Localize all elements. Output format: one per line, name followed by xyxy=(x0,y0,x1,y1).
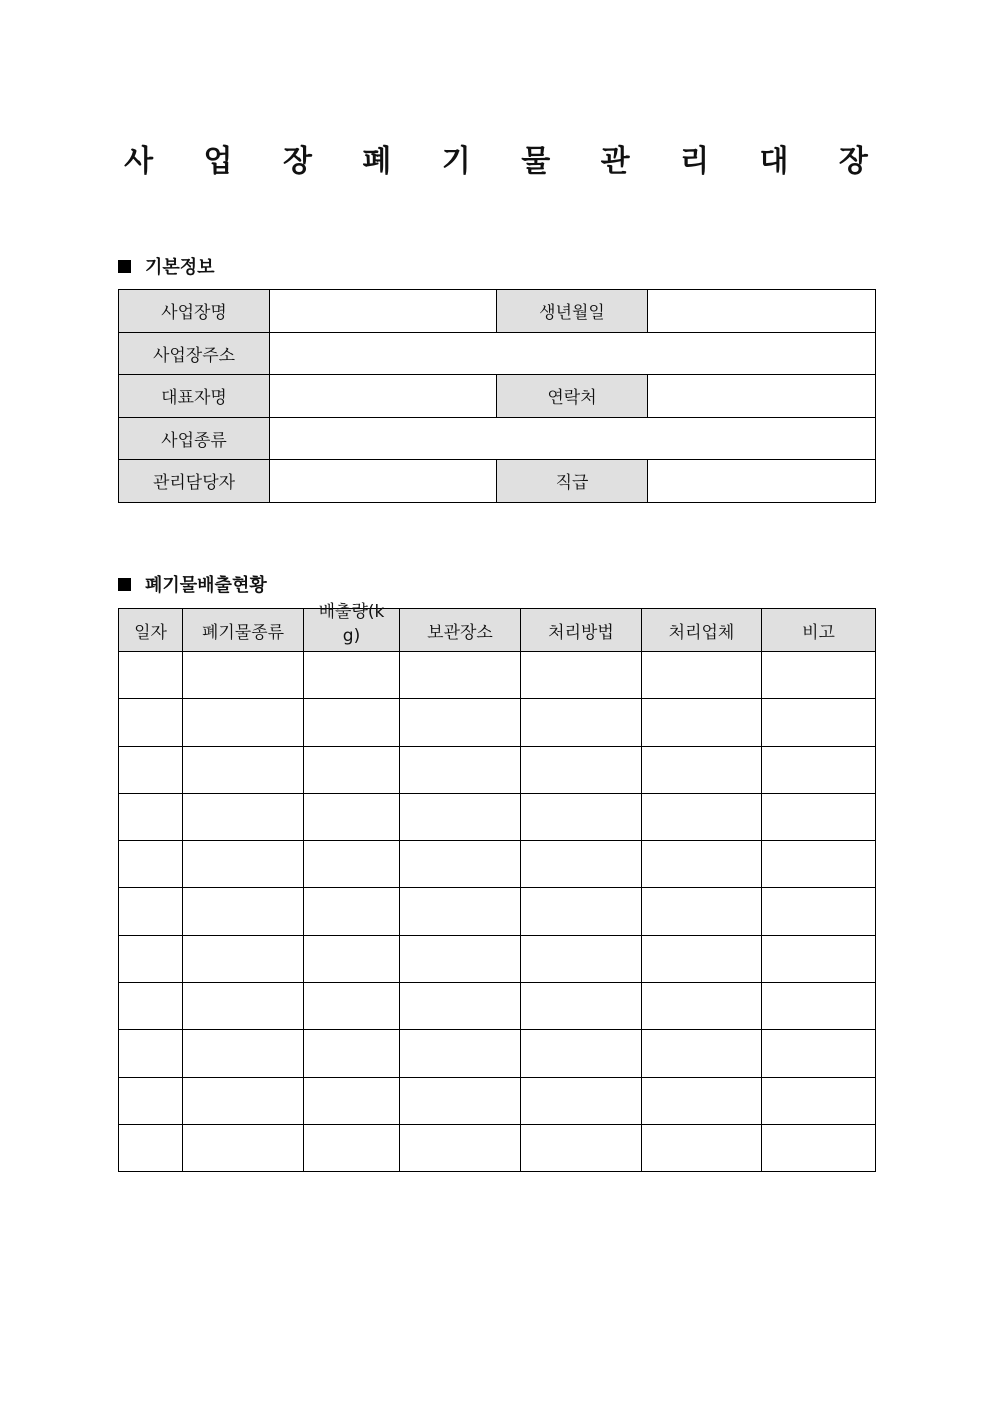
table-cell[interactable] xyxy=(119,1124,183,1171)
table-cell[interactable] xyxy=(521,1030,642,1077)
table-row xyxy=(119,841,876,888)
business-name-label: 사업장명 xyxy=(119,290,270,333)
table-row xyxy=(119,417,876,460)
square-bullet-icon xyxy=(118,260,131,273)
table-row xyxy=(119,375,876,418)
birth-date-label: 생년월일 xyxy=(497,290,648,333)
table-row xyxy=(119,290,876,333)
table-row xyxy=(119,1124,876,1171)
table-cell[interactable] xyxy=(183,888,304,935)
table-cell[interactable] xyxy=(400,935,521,982)
section-heading-waste-status xyxy=(118,571,267,597)
table-cell[interactable] xyxy=(762,1077,876,1124)
manager-label: 관리담당자 xyxy=(119,460,270,503)
table-cell[interactable] xyxy=(183,699,304,746)
table-row xyxy=(119,793,876,840)
table-cell[interactable] xyxy=(304,983,400,1030)
column-header-waste-type: 폐기물종류 xyxy=(183,609,304,652)
table-cell[interactable] xyxy=(304,652,400,699)
table-cell[interactable] xyxy=(521,1077,642,1124)
table-cell[interactable] xyxy=(304,1030,400,1077)
table-cell[interactable] xyxy=(183,841,304,888)
table-cell[interactable] xyxy=(400,841,521,888)
table-row xyxy=(119,1030,876,1077)
square-bullet-icon xyxy=(118,578,131,591)
table-cell[interactable] xyxy=(642,935,762,982)
table-cell[interactable] xyxy=(119,888,183,935)
page-title: 사 업 장 폐 기 물 관 리 대 장 xyxy=(124,144,888,179)
table-cell[interactable] xyxy=(762,841,876,888)
table-cell[interactable] xyxy=(521,983,642,1030)
table-cell[interactable] xyxy=(119,652,183,699)
column-header-storage-location: 보관장소 xyxy=(400,609,521,652)
table-cell[interactable] xyxy=(304,841,400,888)
table-cell[interactable] xyxy=(642,1077,762,1124)
table-cell[interactable] xyxy=(304,888,400,935)
table-cell[interactable] xyxy=(183,983,304,1030)
table-cell[interactable] xyxy=(304,935,400,982)
business-type-field[interactable] xyxy=(270,417,876,460)
waste-status-table xyxy=(118,602,876,1172)
table-cell[interactable] xyxy=(119,935,183,982)
table-cell[interactable] xyxy=(119,746,183,793)
birth-date-field[interactable] xyxy=(648,290,876,333)
table-cell[interactable] xyxy=(762,888,876,935)
table-cell[interactable] xyxy=(642,652,762,699)
table-cell[interactable] xyxy=(762,983,876,1030)
section-heading-label: 기본정보 xyxy=(145,257,215,278)
representative-label: 대표자명 xyxy=(119,375,270,418)
table-cell[interactable] xyxy=(521,935,642,982)
basic-info-table xyxy=(118,289,876,503)
table-row xyxy=(119,888,876,935)
column-header-disposal-company: 처리업체 xyxy=(642,609,762,652)
table-cell[interactable] xyxy=(762,1030,876,1077)
table-cell[interactable] xyxy=(119,1030,183,1077)
table-cell[interactable] xyxy=(183,1030,304,1077)
table-cell[interactable] xyxy=(400,888,521,935)
table-row xyxy=(119,1077,876,1124)
table-cell[interactable] xyxy=(642,746,762,793)
table-cell[interactable] xyxy=(521,746,642,793)
table-cell[interactable] xyxy=(521,1124,642,1171)
table-cell[interactable] xyxy=(119,983,183,1030)
column-header-remarks: 비고 xyxy=(762,609,876,652)
table-cell[interactable] xyxy=(642,983,762,1030)
position-field[interactable] xyxy=(648,460,876,503)
table-cell[interactable] xyxy=(762,793,876,840)
table-row xyxy=(119,935,876,982)
table-cell[interactable] xyxy=(521,652,642,699)
table-cell[interactable] xyxy=(762,1124,876,1171)
table-cell[interactable] xyxy=(521,699,642,746)
table-cell[interactable] xyxy=(642,699,762,746)
table-cell[interactable] xyxy=(521,793,642,840)
contact-field[interactable] xyxy=(648,375,876,418)
table-cell[interactable] xyxy=(762,935,876,982)
table-row xyxy=(119,332,876,375)
business-name-field[interactable] xyxy=(270,290,497,333)
table-cell[interactable] xyxy=(642,1124,762,1171)
column-header-date: 일자 xyxy=(119,609,183,652)
table-row xyxy=(119,699,876,746)
table-cell[interactable] xyxy=(183,746,304,793)
table-cell[interactable] xyxy=(521,841,642,888)
table-row xyxy=(119,652,876,699)
table-cell[interactable] xyxy=(119,699,183,746)
table-cell[interactable] xyxy=(642,888,762,935)
table-cell[interactable] xyxy=(304,1077,400,1124)
contact-label: 연락처 xyxy=(497,375,648,418)
table-cell[interactable] xyxy=(642,1030,762,1077)
representative-field[interactable] xyxy=(270,375,497,418)
table-cell[interactable] xyxy=(400,1030,521,1077)
table-row xyxy=(119,460,876,503)
table-cell[interactable] xyxy=(183,935,304,982)
table-cell[interactable] xyxy=(304,793,400,840)
table-cell[interactable] xyxy=(119,841,183,888)
section-heading-label: 폐기물배출현황 xyxy=(145,575,267,596)
table-cell[interactable] xyxy=(521,888,642,935)
column-header-amount-label: 배출량(kg) xyxy=(318,602,385,646)
waste-table-body xyxy=(119,652,876,1172)
table-cell[interactable] xyxy=(183,793,304,840)
manager-field[interactable] xyxy=(270,460,497,503)
table-cell[interactable] xyxy=(119,1077,183,1124)
table-cell[interactable] xyxy=(400,1124,521,1171)
table-cell[interactable] xyxy=(762,746,876,793)
section-heading-basic-info xyxy=(118,253,215,279)
table-row xyxy=(119,746,876,793)
table-cell[interactable] xyxy=(304,699,400,746)
table-cell[interactable] xyxy=(183,1124,304,1171)
address-field[interactable] xyxy=(270,332,876,375)
table-header-row xyxy=(119,609,876,652)
table-row xyxy=(119,983,876,1030)
table-cell[interactable] xyxy=(642,793,762,840)
table-cell[interactable] xyxy=(119,793,183,840)
table-cell[interactable] xyxy=(183,1077,304,1124)
table-cell[interactable] xyxy=(762,652,876,699)
table-cell[interactable] xyxy=(400,746,521,793)
position-label: 직급 xyxy=(497,460,648,503)
address-label: 사업장주소 xyxy=(119,332,270,375)
table-cell[interactable] xyxy=(400,652,521,699)
table-cell[interactable] xyxy=(400,983,521,1030)
table-cell[interactable] xyxy=(400,699,521,746)
column-header-disposal-method: 처리방법 xyxy=(521,609,642,652)
table-cell[interactable] xyxy=(183,652,304,699)
column-header-amount xyxy=(304,602,400,652)
table-cell[interactable] xyxy=(762,699,876,746)
table-cell[interactable] xyxy=(400,793,521,840)
business-type-label: 사업종류 xyxy=(119,417,270,460)
table-cell[interactable] xyxy=(642,841,762,888)
table-cell[interactable] xyxy=(304,1124,400,1171)
table-cell[interactable] xyxy=(304,746,400,793)
table-cell[interactable] xyxy=(400,1077,521,1124)
